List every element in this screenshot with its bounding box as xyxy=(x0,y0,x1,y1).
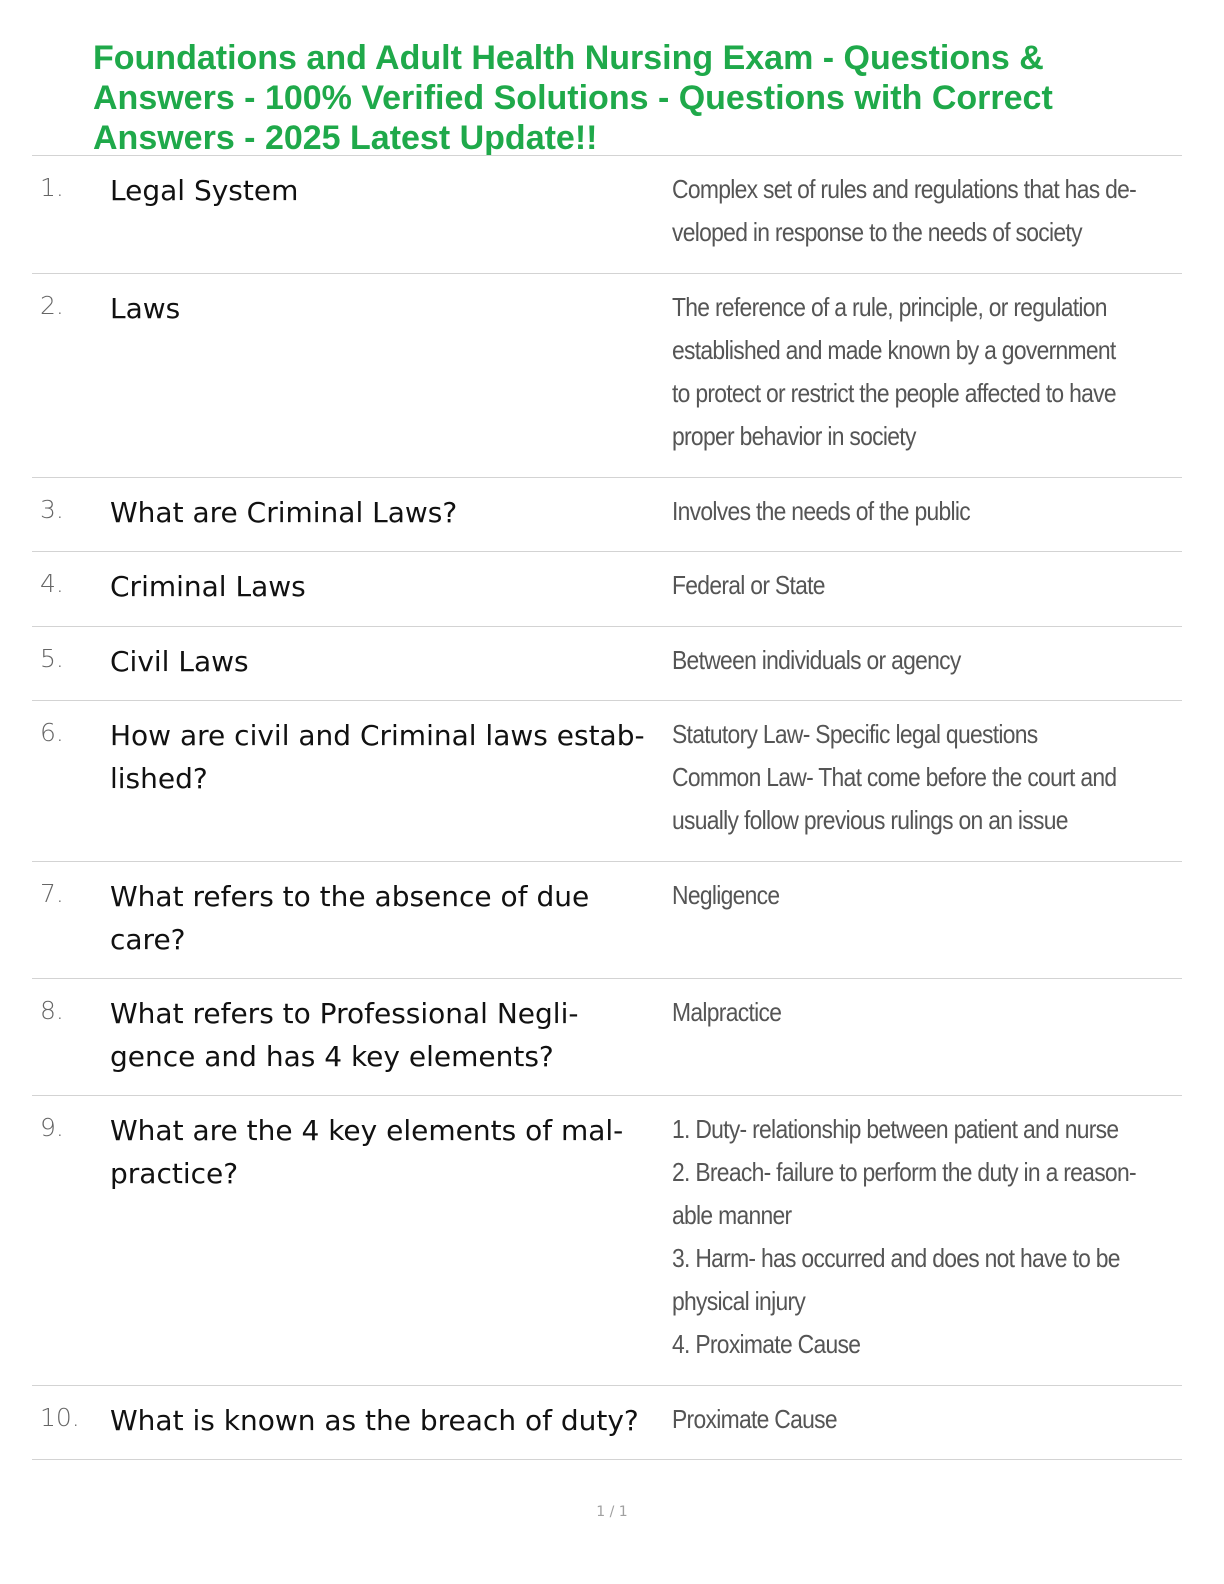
flashcard-row xyxy=(32,552,1182,627)
definition xyxy=(672,1398,1165,1441)
definition xyxy=(672,564,1165,607)
document-title xyxy=(93,38,1153,158)
definition-line: 1. Duty- relationship between patient and nurse xyxy=(672,1114,1119,1144)
definition-line: 3. Harm- has occurred and does not have to be xyxy=(672,1243,1120,1273)
term: What are the 4 key elements of mal- practice? xyxy=(110,1114,624,1190)
definition xyxy=(672,1108,1165,1366)
flashcard-row xyxy=(32,701,1182,862)
definition-line: Involves the needs of the public xyxy=(672,496,971,526)
definition-line: able manner xyxy=(672,1200,792,1230)
item-number: 2. xyxy=(40,291,64,320)
definition-line: Proximate Cause xyxy=(672,1404,837,1434)
definition-line: Negligence xyxy=(672,880,780,910)
flashcard-row xyxy=(32,1096,1182,1386)
flashcard-list xyxy=(32,155,1182,1460)
definition xyxy=(672,639,1165,682)
term: What refers to the absence of due care? xyxy=(110,880,590,956)
flashcard-row xyxy=(32,1386,1182,1460)
flashcard-row xyxy=(32,862,1182,979)
flashcard-row xyxy=(32,274,1182,478)
page-number: 1 / 1 xyxy=(596,1504,628,1520)
flashcard-row xyxy=(32,627,1182,701)
title-line: Answers - 2025 Latest Update!! xyxy=(93,119,598,157)
flashcard-row xyxy=(32,156,1182,274)
definition-line: Between individuals or agency xyxy=(672,645,961,675)
term: Laws xyxy=(110,292,181,325)
definition-line: Common Law- That come before the court and xyxy=(672,762,1117,792)
definition xyxy=(672,168,1165,254)
item-number: 4. xyxy=(40,569,64,598)
flashcard-row xyxy=(32,478,1182,552)
definition-line: Federal or State xyxy=(672,570,825,600)
definition-line: usually follow previous rulings on an issue xyxy=(672,805,1068,835)
definition-line: The reference of a rule, principle, or regulation xyxy=(672,292,1107,322)
item-number: 9. xyxy=(40,1113,64,1142)
term: What refers to Professional Negli- gence and has 4 key elements? xyxy=(110,997,579,1073)
title-line: Foundations and Adult Health Nursing Exam - Questions & xyxy=(93,39,1044,77)
term: What are Criminal Laws? xyxy=(110,496,458,529)
term: Legal System xyxy=(110,174,299,207)
title-line: Answers - 100% Verified Solutions - Questions with Correct xyxy=(93,79,1053,117)
item-number: 3. xyxy=(40,495,64,524)
flashcard-row xyxy=(32,979,1182,1096)
item-number: 1. xyxy=(40,173,64,202)
definition xyxy=(672,991,1165,1034)
definition-line: proper behavior in society xyxy=(672,421,916,451)
definition-line: veloped in response to the needs of society xyxy=(672,217,1082,247)
definition-line: Malpractice xyxy=(672,997,782,1027)
item-number: 7. xyxy=(40,879,64,908)
definition xyxy=(672,713,1165,842)
definition xyxy=(672,490,1165,533)
definition-line: Statutory Law- Specific legal questions xyxy=(672,719,1038,749)
item-number: 6. xyxy=(40,718,64,747)
definition-line: established and made known by a government xyxy=(672,335,1116,365)
definition-line: physical injury xyxy=(672,1286,806,1316)
term: How are civil and Criminal laws estab- lished? xyxy=(110,719,645,795)
item-number: 5. xyxy=(40,644,64,673)
definition-line: 2. Breach- failure to perform the duty in a reason- xyxy=(672,1157,1136,1187)
definition xyxy=(672,286,1165,458)
item-number: 10. xyxy=(40,1403,80,1432)
item-number: 8. xyxy=(40,996,64,1025)
term: What is known as the breach of duty? xyxy=(110,1404,639,1437)
definition-line: to protect or restrict the people affected to have xyxy=(672,378,1116,408)
definition-line: 4. Proximate Cause xyxy=(672,1329,861,1359)
term: Civil Laws xyxy=(110,645,249,678)
definition-line: Complex set of rules and regulations that has de- xyxy=(672,174,1137,204)
term: Criminal Laws xyxy=(110,570,306,603)
definition xyxy=(672,874,1165,917)
